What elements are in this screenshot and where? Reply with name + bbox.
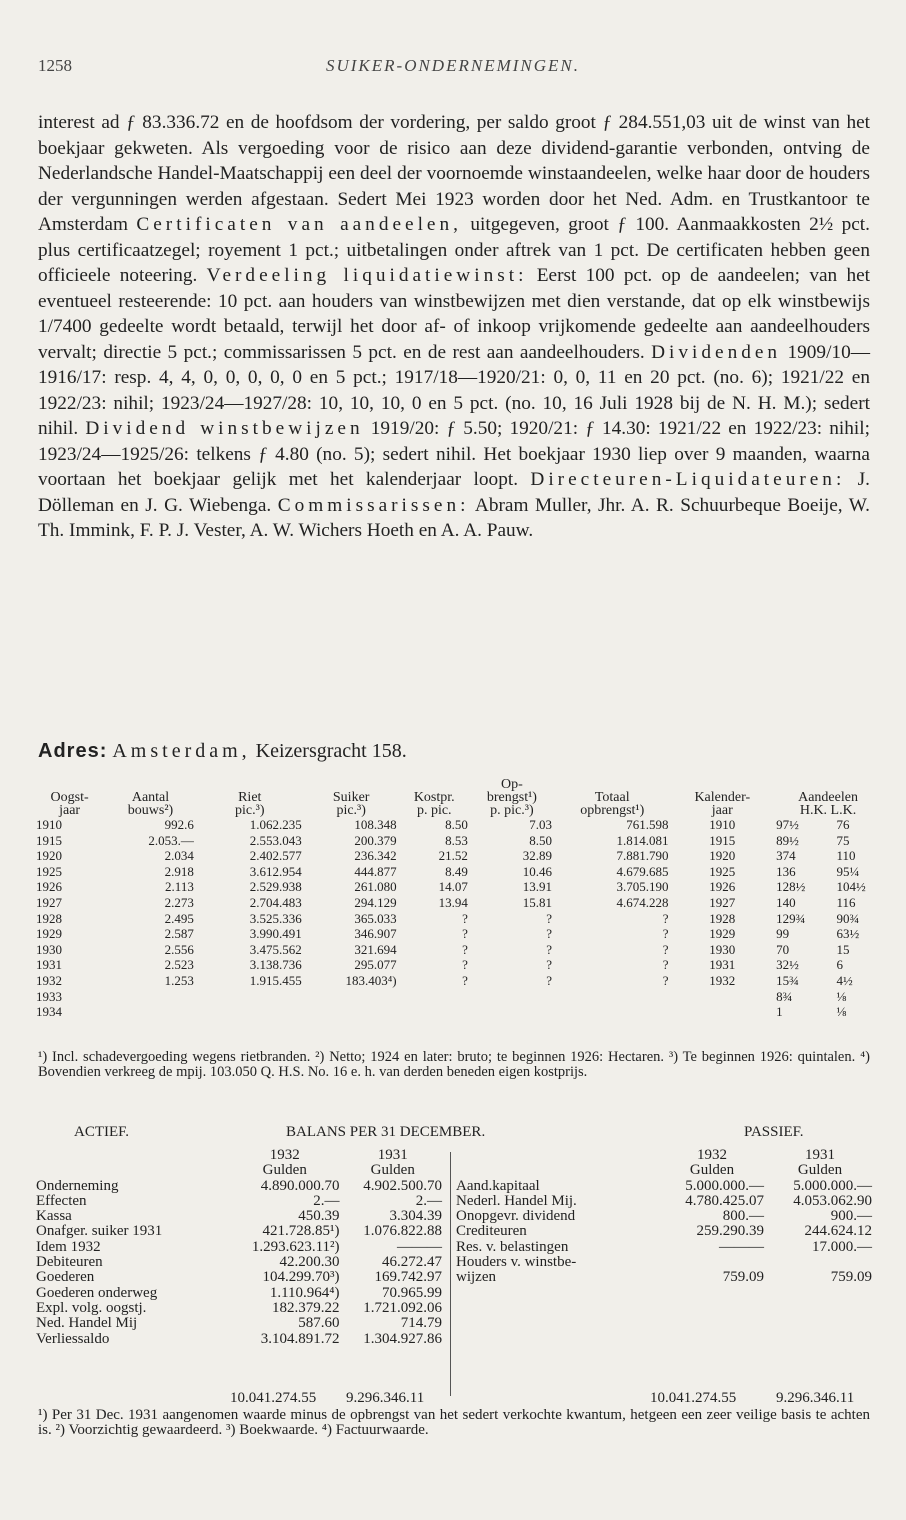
balance-item-label: Onderneming — [36, 1177, 119, 1194]
address-label: Adres: — [38, 740, 108, 762]
table-cell: 3.138.736 — [249, 957, 302, 973]
balance-item-value: 759.09 — [830, 1269, 872, 1286]
balance-row — [454, 1255, 874, 1270]
text-run: 1909/10—1916/17: resp. 4, 4, 0, 0, 0, 0, 0 en 5 pct.; 1917/18—1920/21: 0, 0, 11 en 20 pct. (no. 6); 1921/22 en 1922/23: nihil; 1923/24—1927/28: 10, 10, 10, 0 en 5 pct. (no. 10, 16 Juli 1928 bij de N. H. M.); sedert nihil. — [38, 341, 870, 439]
table-cell: 13.94 — [438, 894, 468, 910]
column-header: Kostpr. p. pic. — [413, 790, 455, 818]
table-cell: 2.273 — [164, 894, 194, 910]
balance-item-label: Expl. volg. oogstj. — [36, 1299, 147, 1316]
balance-row — [454, 1209, 874, 1224]
production-footnotes: ¹) Incl. schadevergoeding wegens rietbranden. ²) Netto; 1924 en later: bruto; te beginnen 1926: Hectaren. ³) Te beginnen 1926: quintalen. ⁴) Bovendien verkreeg de mpij. 103.050 Q. H.S. No. 16 e. h. van derden beneden eigen kostprijs. — [38, 1049, 870, 1080]
table-cell: 294.129 — [354, 894, 397, 910]
table-cell: 15¾ — [776, 972, 799, 988]
balance-row — [34, 1194, 444, 1209]
table-cell: ? — [546, 957, 552, 973]
table-cell — [196, 1004, 304, 1020]
table-cell: 95¼ — [836, 863, 860, 879]
unit-header-row — [454, 1163, 874, 1178]
table-cell — [671, 989, 775, 1005]
balance-item-value: 182.379.22 — [272, 1299, 340, 1316]
balance-item-value: 104.299.70³) — [262, 1269, 340, 1286]
table-cell — [304, 1004, 399, 1020]
table-cell: ? — [546, 926, 552, 942]
balance-row — [34, 1301, 444, 1316]
unit-header-row — [34, 1163, 444, 1178]
balance-item-label: Nederl. Handel Mij. — [456, 1192, 577, 1209]
table-cell: 4.674.228 — [616, 894, 669, 910]
table-cell: 2.113 — [165, 879, 194, 895]
table-cell: 1926 — [36, 879, 62, 895]
balance-item-value: 1.721.092.06 — [363, 1299, 442, 1316]
table-cell: 4½ — [836, 972, 853, 988]
table-cell: 15.81 — [522, 894, 552, 910]
table-row — [34, 926, 882, 942]
table-cell: 1931 — [36, 957, 62, 973]
table-cell: 2.918 — [164, 863, 194, 879]
table-cell: 8.50 — [445, 817, 468, 832]
table-cell: 89½ — [776, 832, 799, 848]
page-number: 1258 — [38, 56, 72, 75]
balance-item-label: Res. v. belastingen — [456, 1238, 569, 1255]
table-cell: 6 — [836, 957, 843, 973]
balance-item-label: Aand.kapitaal — [456, 1177, 540, 1194]
table-cell: 321.694 — [354, 941, 397, 957]
table-cell — [399, 989, 470, 1005]
table-cell: 200.379 — [354, 832, 397, 848]
balance-row — [454, 1224, 874, 1239]
table-cell: 1 — [776, 1004, 783, 1020]
balance-item-value: 42.200.30 — [279, 1254, 340, 1271]
table-cell: 1915 — [709, 832, 736, 848]
liabilities-total-b: 9.296.346.11 — [776, 1390, 855, 1406]
table-cell: 1910 — [709, 817, 736, 832]
table-cell: 1927 — [36, 894, 62, 910]
balance-item-value: 2.— — [415, 1192, 442, 1209]
table-cell: 1930 — [36, 941, 62, 957]
table-cell: ? — [662, 941, 669, 957]
table-cell: 2.523 — [164, 957, 194, 973]
body-paragraph — [38, 110, 870, 544]
table-cell: 2.053.— — [148, 832, 194, 848]
year-header: 1932 — [269, 1147, 300, 1163]
balance-row — [34, 1286, 444, 1301]
spaced-label: Dividenden — [651, 341, 782, 363]
balance-item-value: 17.000.— — [812, 1238, 872, 1255]
liabilities-rows — [454, 1179, 874, 1286]
table-cell: 2.402.577 — [249, 848, 302, 864]
balance-row — [34, 1179, 444, 1194]
balance-item-value: 244.624.12 — [804, 1223, 872, 1240]
table-cell: 1.062.235 — [249, 817, 302, 832]
balance-item-value: 169.742.97 — [374, 1269, 442, 1286]
balance-item-label: Kassa — [36, 1208, 72, 1225]
balance-item-value: 1.304.927.86 — [363, 1330, 442, 1347]
unit-header: Gulden — [262, 1162, 307, 1179]
balance-item-value: 759.09 — [722, 1269, 764, 1286]
table-cell: 1934 — [36, 1004, 62, 1020]
balance-item-value: 70.965.99 — [382, 1284, 442, 1301]
table-cell: 1927 — [709, 894, 736, 910]
table-cell: 761.598 — [626, 817, 669, 832]
table-cell: ? — [462, 957, 468, 973]
table-cell: 13.91 — [522, 879, 552, 895]
table-cell: 128½ — [776, 879, 806, 895]
table-cell: 104½ — [836, 879, 866, 895]
table-cell: 2.495 — [164, 910, 194, 926]
balance-footnotes: ¹) Per 31 Dec. 1931 aangenomen waarde minus de opbrengst van het sedert verkochte kwantum, hetgeen een zeer veilige basis te achten is. ²) Voorzichtig gewaardeerd. ³) Boekwaarde. ⁴) Factuurwaarde. — [38, 1407, 870, 1438]
table-cell: 2.553.043 — [249, 832, 302, 848]
balance-row — [454, 1194, 874, 1209]
actief-label: ACTIEF. — [74, 1124, 130, 1140]
assets-total-a: 10.041.274.55 — [230, 1390, 317, 1406]
table-cell: 14.07 — [438, 879, 468, 895]
balance-item-label: wijzen — [456, 1269, 496, 1286]
text-run: uitgegeven, groot ƒ 100. Aanmaakkosten 2½ pct. plus certificaatzegel; royement 1 pct.; uitbetalingen onder aftrek van 1 pct. De certificaten hebben geen officieele noteering. — [38, 214, 870, 286]
balance-item-value: 1.293.623.11²) — [251, 1238, 340, 1255]
table-cell: 10.46 — [522, 863, 552, 879]
table-cell: 1931 — [709, 957, 736, 973]
table-cell: 8.53 — [445, 832, 468, 848]
table-cell: 75 — [836, 832, 850, 848]
table-cell — [105, 1004, 196, 1020]
table-cell: 2.529.938 — [249, 879, 302, 895]
table-cell: 365.033 — [354, 910, 397, 926]
table-cell: 1926 — [709, 879, 736, 895]
table-cell: 8.50 — [529, 832, 552, 848]
assets-column — [34, 1148, 444, 1347]
table-cell: 90¾ — [836, 910, 860, 926]
production-table — [34, 778, 882, 1020]
balance-item-value: 4.053.062.90 — [793, 1192, 872, 1209]
balance-title: BALANS PER 31 DECEMBER. — [286, 1124, 486, 1140]
table-cell: 183.403⁴) — [345, 972, 397, 988]
table-cell: 1910 — [36, 817, 62, 832]
balance-item-label: Goederen onderweg — [36, 1284, 158, 1301]
balance-item-value — [766, 1255, 874, 1270]
balance-item-value: 4.780.425.07 — [685, 1192, 764, 1209]
table-cell: 32½ — [776, 957, 799, 973]
table-cell — [399, 1004, 470, 1020]
text-run: 1919/20: ƒ 5.50; 1920/21: ƒ 14.30: 1921/22 en 1922/23: nihil; 1923/24—1925/26: telkens ƒ 4.80 (no. 5); sedert nihil. — [38, 418, 870, 465]
running-header — [38, 56, 868, 86]
column-header: Suiker pic.³) — [332, 790, 370, 818]
table-body — [34, 817, 882, 1020]
table-cell: 1929 — [709, 926, 736, 942]
table-cell — [554, 989, 671, 1005]
balance-item-value: 3.304.39 — [389, 1208, 442, 1225]
table-row — [34, 848, 882, 864]
table-cell: 116 — [836, 894, 856, 910]
table-cell: 444.877 — [354, 863, 397, 879]
balance-item-value: 5.000.000.— — [685, 1177, 764, 1194]
balance-row — [454, 1270, 874, 1285]
column-header: Aandeelen H.K. L.K. — [798, 790, 858, 818]
unit-header: Gulden — [797, 1162, 843, 1179]
table-cell: 2.704.483 — [249, 894, 302, 910]
table-row — [34, 957, 882, 973]
address-street: Keizersgracht 158. — [255, 740, 407, 762]
table-cell: 1933 — [36, 988, 62, 1004]
table-cell: 1920 — [36, 848, 62, 864]
table-cell: 2.587 — [164, 926, 194, 942]
table-cell: 76 — [836, 817, 850, 832]
balance-row — [34, 1316, 444, 1331]
table-cell: 1929 — [36, 926, 62, 942]
running-title: SUIKER-ONDERNEMINGEN. — [325, 56, 580, 75]
balance-item-value: 900.— — [830, 1208, 872, 1225]
table-cell: 1928 — [36, 910, 62, 926]
balance-row — [454, 1179, 874, 1194]
table-cell: ? — [546, 941, 552, 957]
balance-item-value: 1.076.822.88 — [363, 1223, 442, 1240]
table-cell: 1930 — [709, 941, 736, 957]
table-cell: ? — [546, 910, 552, 926]
table-cell: ? — [462, 941, 468, 957]
year-header: 1931 — [377, 1147, 408, 1163]
spaced-label: Dividend winstbewijzen — [85, 418, 364, 439]
balance-item-value: 800.— — [722, 1208, 764, 1225]
assets-rows — [34, 1179, 444, 1347]
table-cell: 32.89 — [522, 848, 552, 864]
table-row — [34, 817, 882, 833]
column-header: Kalender- jaar — [694, 790, 751, 818]
table-cell — [554, 1004, 671, 1020]
table-cell: 2.556 — [164, 941, 194, 957]
balance-item-value: 4.890.000.70 — [260, 1177, 340, 1194]
unit-header: Gulden — [370, 1162, 415, 1179]
balance-item-value: 450.39 — [298, 1208, 340, 1225]
table-cell: 1.915.455 — [249, 972, 302, 988]
balance-item-label: Houders v. winstbe- — [456, 1254, 577, 1271]
table-cell: 1932 — [36, 972, 62, 988]
table-cell: ? — [546, 972, 552, 988]
table-cell: 1925 — [709, 863, 736, 879]
address-city: Amsterdam, — [112, 740, 251, 762]
balance-item-label: Onopgevr. dividend — [456, 1208, 576, 1225]
table-cell: ? — [662, 926, 669, 942]
text-run: Abram Muller, Jhr. A. R. Schuurbeque Boeije, W. Th. Immink, F. P. J. Vester, A. W. Wichers Hoeth en A. A. Pauw. — [38, 494, 870, 541]
assets-total-b: 9.296.346.11 — [346, 1390, 425, 1406]
text-run: J. Dölleman en J. G. Wiebenga. — [38, 469, 870, 516]
table-cell: ? — [662, 957, 669, 973]
table-cell: 1928 — [709, 910, 736, 926]
balance-row — [34, 1270, 444, 1285]
table-cell: 110 — [836, 848, 856, 864]
table-cell: 3.990.491 — [249, 926, 302, 942]
table-cell — [196, 989, 304, 1005]
table-cell: 236.342 — [354, 848, 397, 864]
passief-label: PASSIEF. — [744, 1124, 804, 1140]
table-cell: 7.881.790 — [616, 848, 669, 864]
column-header: Riet pic.³) — [235, 790, 265, 818]
balance-item-label: Onafger. suiker 1931 — [36, 1223, 163, 1240]
table-cell: ? — [462, 972, 468, 988]
text-run: interest ad ƒ 83.336.72 en de hoofdsom der vordering, per saldo groot ƒ 284.551,03 uit de winst van het boekjaar gekweten. Als vergoeding voor de risico aan deze dividend-garantie verbonden, ontving de Nederlandsche Handel-Maatschappij een deel der voornoemde winstaandeelen, welke haar door de houders der vergunningen werden afgestaan. Sedert Mei 1923 worden door het Ned. Adm. en Trustkantoor te Amsterdam — [38, 112, 870, 235]
balance-item-value: 714.79 — [400, 1315, 442, 1332]
unit-header: Gulden — [689, 1162, 735, 1179]
table-cell: 108.348 — [354, 817, 397, 832]
table-cell: 70 — [776, 941, 790, 957]
table-cell: 3.525.336 — [249, 910, 302, 926]
column-header: Op- brengst¹) p. pic.³) — [486, 777, 537, 818]
spaced-label: Verdeeling liquidatiewinst: — [206, 265, 528, 286]
table-cell: ? — [462, 910, 468, 926]
table-header-row — [34, 778, 882, 817]
balance-item-value: 1.110.964⁴) — [269, 1284, 340, 1301]
table-row — [34, 833, 882, 849]
balance-row — [34, 1209, 444, 1224]
year-header: 1932 — [697, 1147, 727, 1163]
balance-row — [34, 1240, 444, 1255]
table-cell: 261.080 — [354, 879, 397, 895]
table-cell: 129¾ — [776, 910, 806, 926]
balance-item-label: Crediteuren — [456, 1223, 527, 1240]
balance-item-value: 421.728.85¹) — [262, 1223, 340, 1240]
balance-item-value: ——— — [397, 1238, 442, 1255]
table-row — [34, 942, 882, 958]
column-header: Oogst- jaar — [50, 790, 89, 818]
table-cell: 992.6 — [164, 817, 194, 832]
table-cell: ? — [462, 926, 468, 942]
body-text — [38, 110, 870, 544]
table-cell: 3.612.954 — [249, 863, 302, 879]
table-row — [34, 864, 882, 880]
liabilities-column — [454, 1148, 874, 1286]
address-line — [38, 740, 407, 763]
table-cell: 136 — [776, 863, 796, 879]
balance-row — [34, 1332, 444, 1347]
spaced-label: Certificaten van aandeelen, — [136, 214, 462, 235]
table-cell: 295.077 — [354, 957, 397, 973]
table-cell: 4.679.685 — [616, 863, 669, 879]
year-header-row — [454, 1148, 874, 1163]
balance-item-label: Effecten — [36, 1192, 87, 1209]
table-cell: 1932 — [709, 972, 736, 988]
column-divider — [450, 1152, 451, 1396]
balance-item-label: Debiteuren — [36, 1254, 103, 1271]
table-cell: 1920 — [709, 848, 736, 864]
balance-item-value: ——— — [719, 1238, 764, 1255]
table-row — [34, 989, 882, 1005]
balance-item-label: Goederen — [36, 1269, 95, 1286]
table-cell — [105, 989, 196, 1005]
text-run: Het boekjaar 1930 liep over 9 maanden, waarna voortaan het boekjaar gelijk met het kalenderjaar loopt. — [38, 443, 870, 490]
table-row — [34, 911, 882, 927]
table-row — [34, 879, 882, 895]
table-cell: ⅛ — [836, 988, 847, 1004]
balance-item-value: 259.290.39 — [696, 1223, 764, 1240]
table-cell: 2.034 — [164, 848, 194, 864]
table-cell: 1.814.081 — [616, 832, 669, 848]
spaced-label: Directeuren-Liquidateuren: — [530, 469, 846, 490]
table-cell — [470, 1004, 554, 1020]
table-row — [34, 1004, 882, 1020]
balance-heading — [34, 1124, 870, 1146]
table-cell: 15 — [836, 941, 850, 957]
column-header: Aantal bouws²) — [127, 790, 174, 818]
year-header-row — [34, 1148, 444, 1163]
liabilities-total-a: 10.041.274.55 — [650, 1390, 737, 1406]
table-row — [34, 895, 882, 911]
table-cell: 21.52 — [438, 848, 468, 864]
table-cell: 8¾ — [776, 988, 793, 1004]
table-cell: 1.253 — [164, 972, 194, 988]
balance-item-value — [658, 1255, 766, 1270]
balance-item-value: 2.— — [313, 1192, 340, 1209]
table-cell: ? — [662, 972, 669, 988]
table-cell: 63½ — [836, 926, 860, 942]
table-cell: 7.03 — [529, 817, 552, 832]
table-cell: 346.907 — [354, 926, 397, 942]
table-cell: 8.49 — [445, 863, 468, 879]
balance-item-value: 587.60 — [298, 1315, 340, 1332]
table-cell: 3.475.562 — [249, 941, 302, 957]
year-header: 1931 — [805, 1147, 835, 1163]
balance-item-value: 5.000.000.— — [793, 1177, 872, 1194]
table-cell: 1915 — [36, 832, 62, 848]
table-cell: 1925 — [36, 863, 62, 879]
balance-item-value: 4.902.500.70 — [363, 1177, 442, 1194]
balance-item-value: 3.104.891.72 — [260, 1330, 340, 1347]
balance-item-label: Verliessaldo — [36, 1330, 110, 1347]
balance-row — [454, 1240, 874, 1255]
table-cell: 3.705.190 — [616, 879, 669, 895]
table-cell: 99 — [776, 926, 790, 942]
table-cell: 140 — [776, 894, 796, 910]
balance-item-label: Ned. Handel Mij — [36, 1315, 138, 1332]
column-header: Totaal opbrengst¹) — [580, 790, 645, 818]
spaced-label: Commissarissen: — [277, 494, 470, 516]
balance-item-value: 46.272.47 — [382, 1254, 442, 1271]
table-cell: ⅛ — [836, 1004, 847, 1020]
balance-row — [34, 1255, 444, 1270]
text-run: Eerst 100 pct. op de aandeelen; van het eventueel resteerende: 10 pct. aan houders van winstbewijzen met dien verstande, dat op elk winstbewijs 1/7400 gedeelte wordt betaald, terwijl het door af- of inkoop vrijkomende gedeelte aan aandeelhouders vervalt; directie 5 pct.; commissarissen 5 pct. en de rest aan aandeelhouders. — [38, 265, 871, 363]
table-cell — [671, 1004, 775, 1020]
table-row — [34, 973, 882, 989]
table-cell: 97½ — [776, 817, 799, 832]
table-cell: 374 — [776, 848, 796, 864]
balance-item-label: Idem 1932 — [36, 1238, 101, 1255]
balance-row — [34, 1224, 444, 1239]
table-cell — [470, 989, 554, 1005]
table-cell — [304, 989, 399, 1005]
table-cell: ? — [662, 910, 669, 926]
